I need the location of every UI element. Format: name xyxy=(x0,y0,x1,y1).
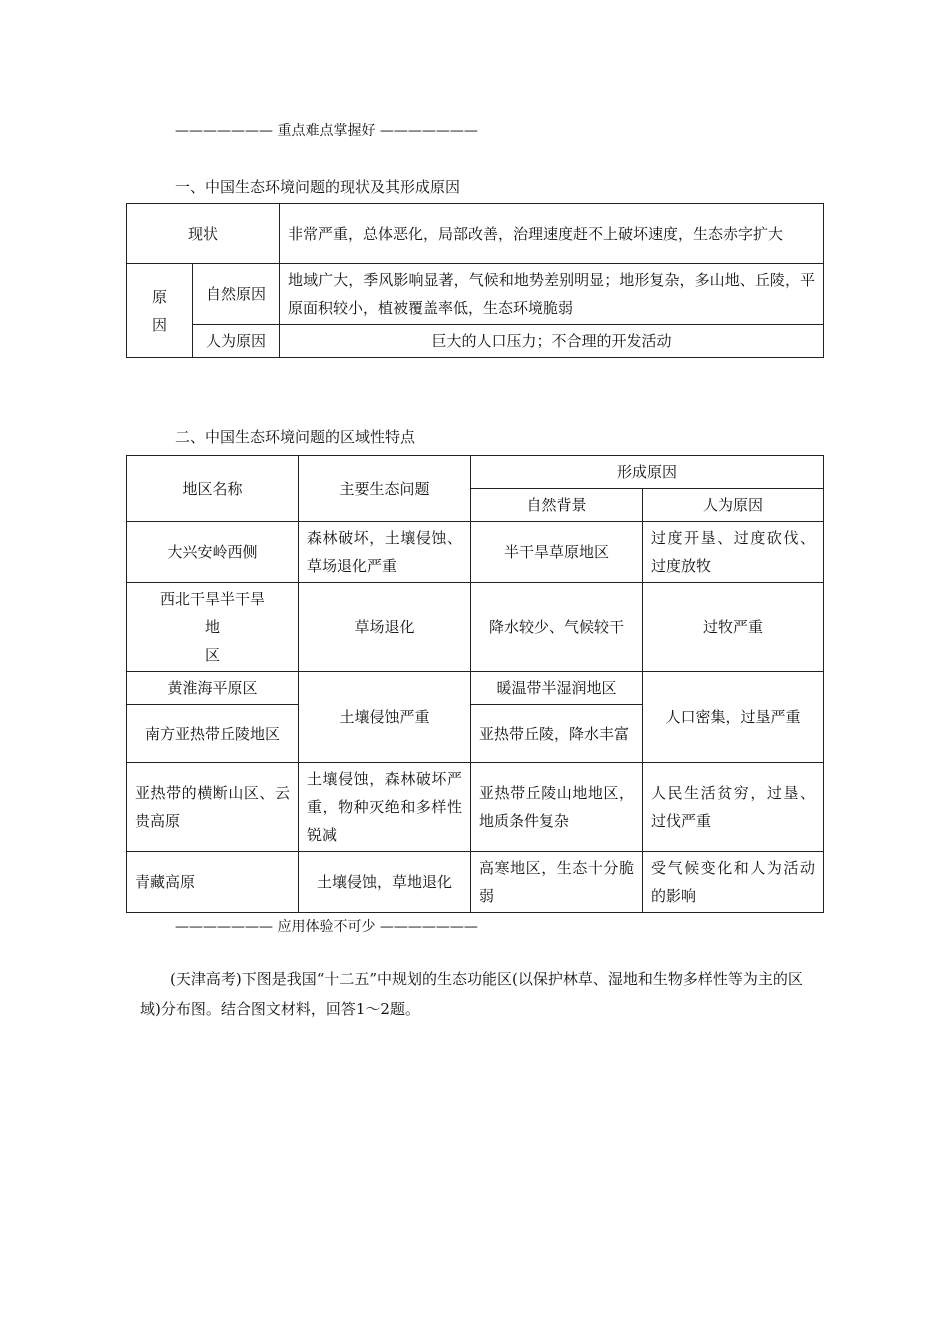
question-paragraph: (天津高考)下图是我国“十二五”中规划的生态功能区(以保护林草、湿地和生物多样性等为主的区域)分布图。结合图文材料，回答1～2题。 xyxy=(140,970,803,1018)
status-label: 现状 xyxy=(127,204,280,264)
natural-cell: 亚热带丘陵山地地区，地质条件复杂 xyxy=(471,763,643,852)
status-text: 非常严重，总体恶化，局部改善，治理速度赶不上破坏速度，生态赤字扩大 xyxy=(280,204,824,264)
problem-cell: 土壤侵蚀，森林破坏严重，物种灭绝和多样性锐减 xyxy=(299,763,471,852)
natural-cell: 半干旱草原地区 xyxy=(471,522,643,583)
header-region: 地区名称 xyxy=(127,456,299,522)
table-row xyxy=(127,583,824,672)
header-cause: 形成原因 xyxy=(471,456,824,489)
human-cause-label: 人为原因 xyxy=(193,325,280,358)
region-line1: 西北干旱半干旱 xyxy=(159,590,265,608)
header-problem: 主要生态问题 xyxy=(299,456,471,522)
natural-cell: 高寒地区，生态十分脆弱 xyxy=(471,852,643,913)
natural-cause-label: 自然原因 xyxy=(193,264,280,325)
natural-cell: 暖温带半湿润地区 xyxy=(471,672,643,705)
region-cell: 大兴安岭西侧 xyxy=(127,522,299,583)
header-human: 人为原因 xyxy=(643,489,824,522)
problem-cell: 土壤侵蚀，草地退化 xyxy=(299,852,471,913)
region-cell: 南方亚热带丘陵地区 xyxy=(127,705,299,763)
table-row xyxy=(127,852,824,913)
table-row xyxy=(127,672,824,705)
region-line2: 地 xyxy=(204,618,220,636)
reason-label-line1: 原 xyxy=(151,287,167,306)
human-cell: 过牧严重 xyxy=(643,583,824,672)
section-banner-application: ——————— 应用体验不可少 ——————— xyxy=(175,919,478,935)
heading-regional-features: 二、中国生态环境问题的区域性特点 xyxy=(175,428,416,446)
reason-label-line2: 因 xyxy=(151,315,167,334)
table-row xyxy=(127,522,824,583)
human-cell: 受气候变化和人为活动的影响 xyxy=(643,852,824,913)
problem-cell: 草场退化 xyxy=(299,583,471,672)
shared-problem-cell: 土壤侵蚀严重 xyxy=(299,672,471,763)
reason-label xyxy=(127,264,193,358)
table-row xyxy=(127,763,824,852)
region-line3: 区 xyxy=(204,646,220,664)
problem-cell: 森林破坏，土壤侵蚀、草场退化严重 xyxy=(299,522,471,583)
region-cell: 青藏高原 xyxy=(127,852,299,913)
natural-cause-text: 地域广大，季风影响显著，气候和地势差别明显；地形复杂，多山地、丘陵，平原面积较小，植被覆盖率低，生态环境脆弱 xyxy=(280,264,824,325)
natural-cell: 亚热带丘陵，降水丰富 xyxy=(471,705,643,763)
region-cell xyxy=(127,583,299,672)
region-cell: 黄淮海平原区 xyxy=(127,672,299,705)
human-cell: 过度开垦、过度砍伐、过度放牧 xyxy=(643,522,824,583)
header-natural: 自然背景 xyxy=(471,489,643,522)
regional-features-table xyxy=(126,455,824,913)
natural-cell: 降水较少、气候较干 xyxy=(471,583,643,672)
status-causes-table xyxy=(126,203,824,358)
section-banner-key-points: ——————— 重点难点掌握好 ——————— xyxy=(175,123,478,139)
shared-human-cell: 人口密集，过垦严重 xyxy=(643,672,824,763)
heading-status-and-causes: 一、中国生态环境问题的现状及其形成原因 xyxy=(175,178,461,196)
region-cell: 亚热带的横断山区、云贵高原 xyxy=(127,763,299,852)
human-cell: 人民生活贫穷，过垦、过伐严重 xyxy=(643,763,824,852)
human-cause-text: 巨大的人口压力；不合理的开发活动 xyxy=(280,325,824,358)
